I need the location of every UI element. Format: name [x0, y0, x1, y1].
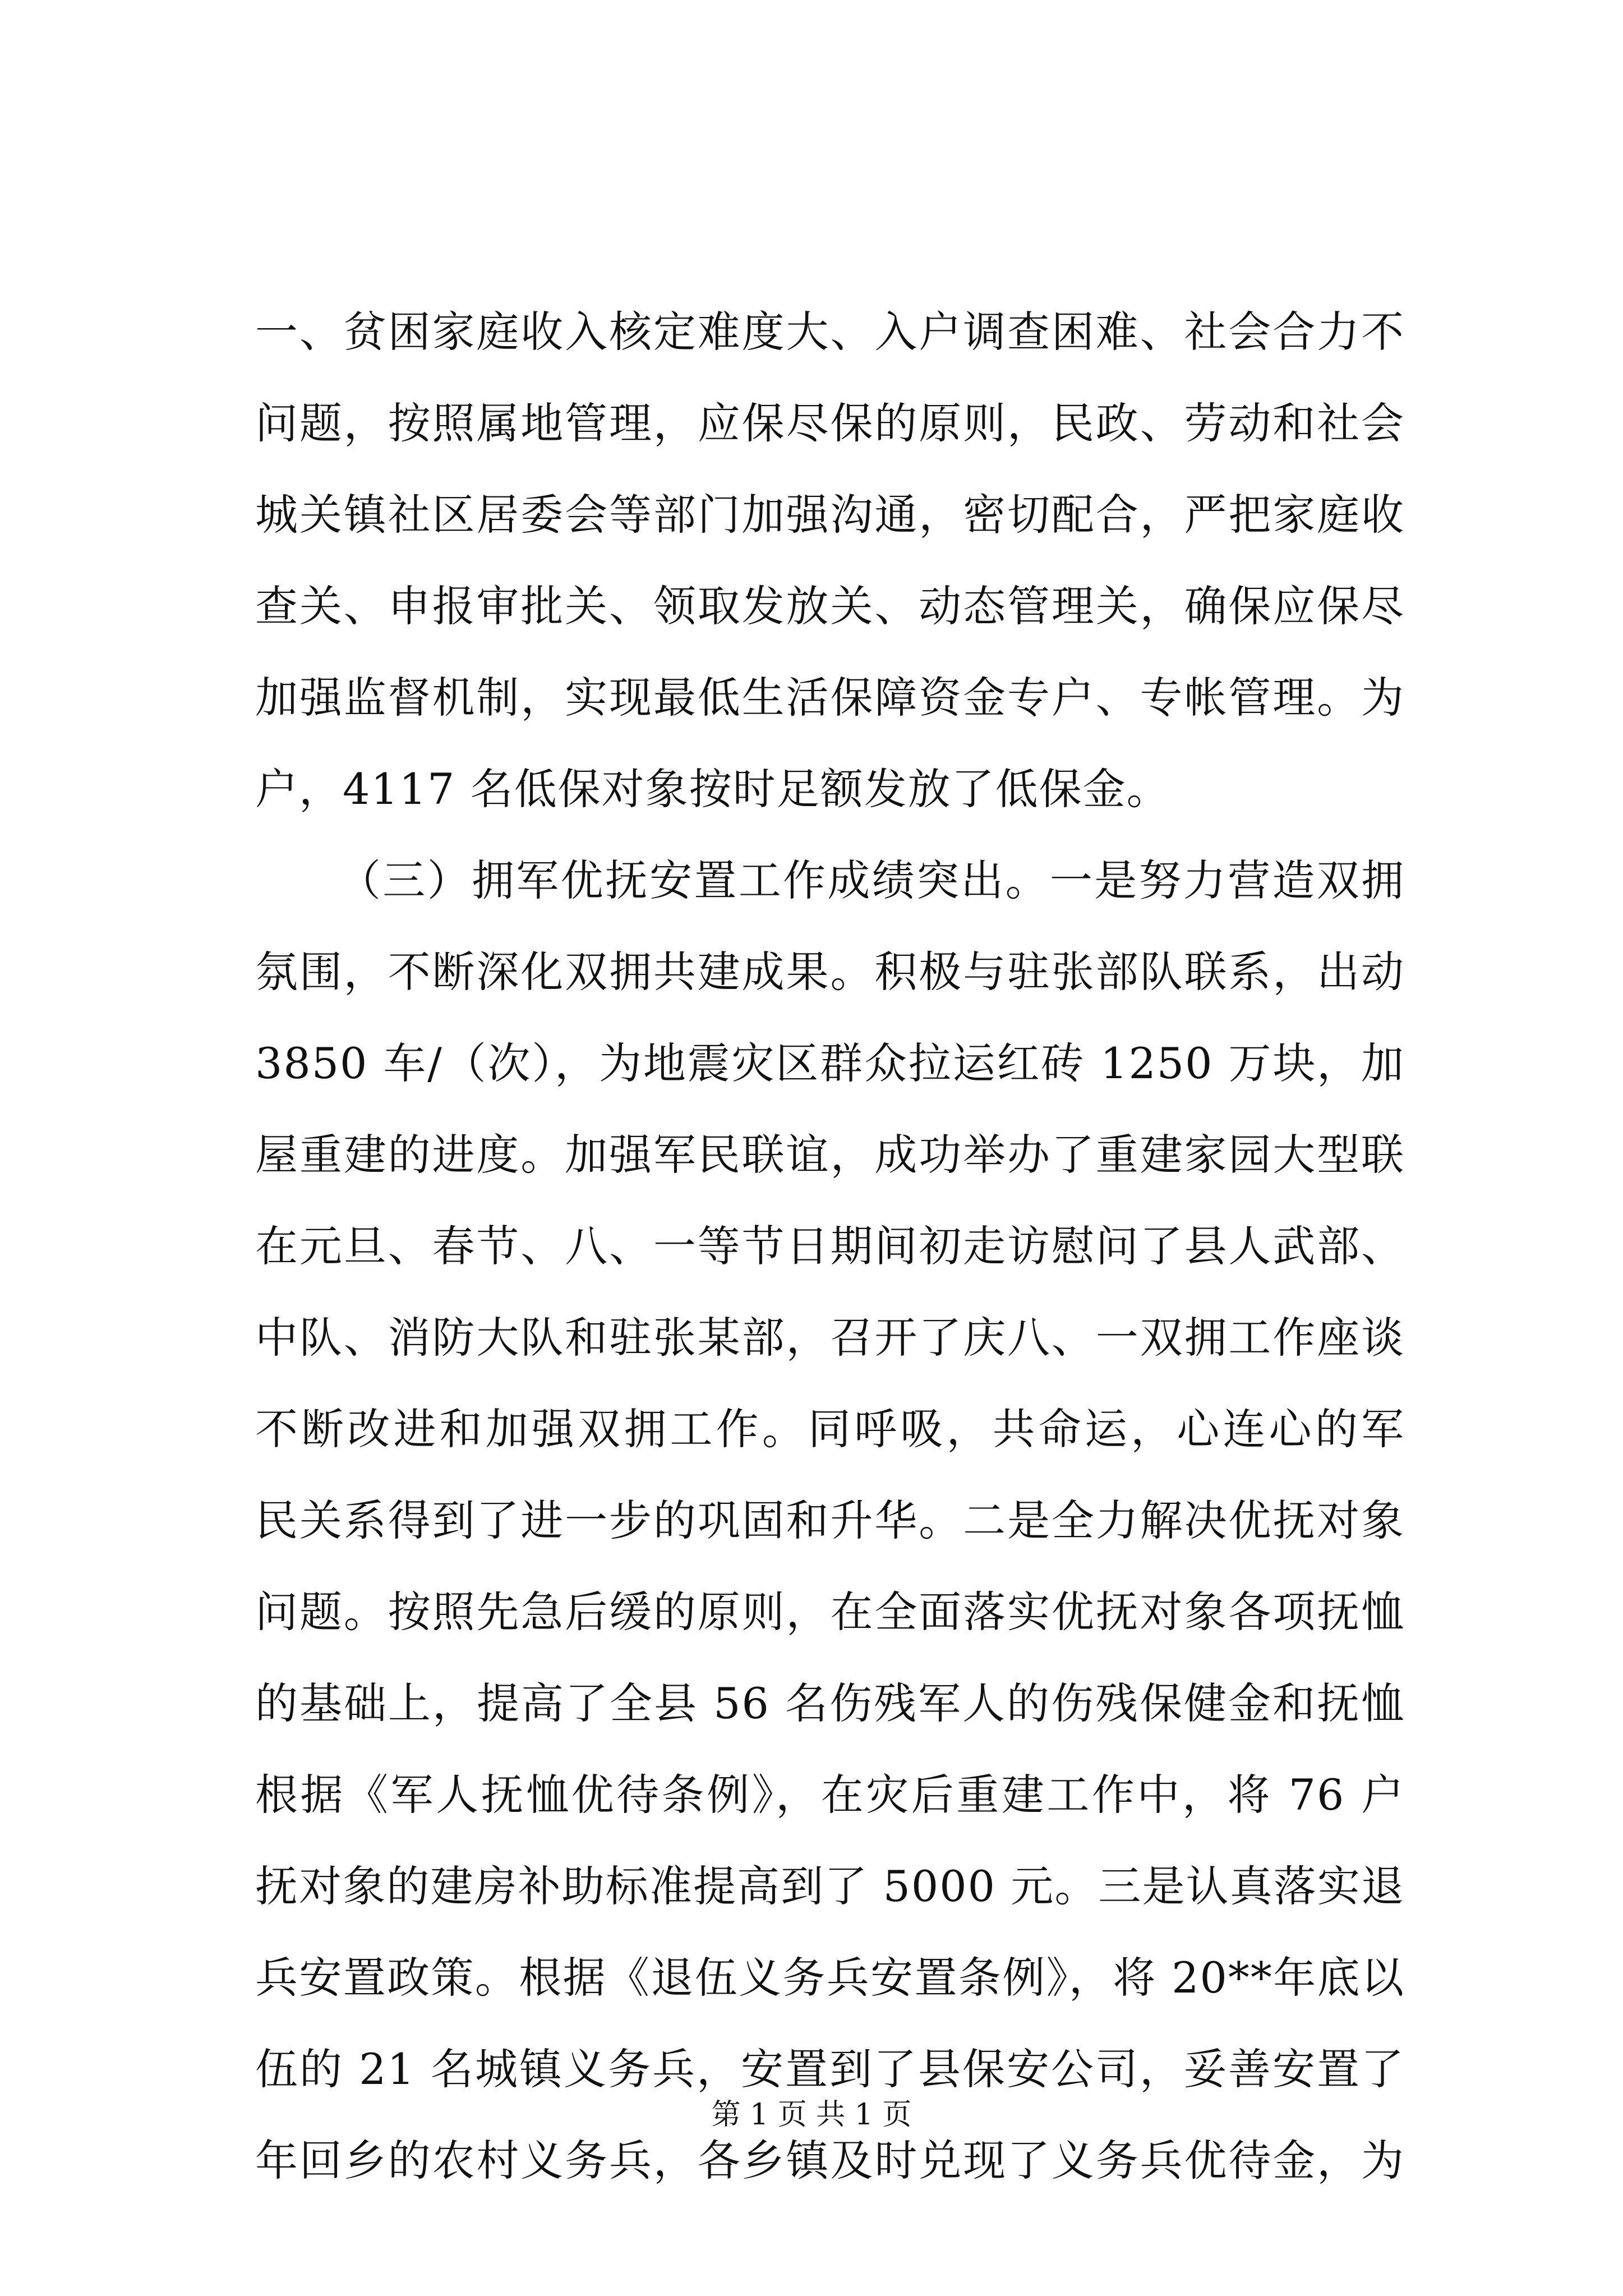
text-line-19: 兵安置政策。根据《退伍义务兵安置条例》，将 20**年底以 [255, 1953, 1405, 2003]
text-line-2: 问题，按照属地管理，应保尽保的原则，民政、劳动和社会 [255, 398, 1405, 448]
text-line-3: 城关镇社区居委会等部门加强沟通，密切配合，严把家庭收 [255, 490, 1405, 540]
text-line-16: 的基础上，提高了全县 56 名伤残军人的伤残保健金和抚恤 [255, 1678, 1405, 1728]
body-text [255, 286, 1405, 2206]
text-line-17: 根据《军人抚恤优待条例》，在灾后重建工作中，将 76 户 [255, 1770, 1405, 1820]
text-line-15: 问题。按照先急后缓的原则，在全面落实优抚对象各项抚恤 [255, 1587, 1405, 1637]
text-line-14: 民关系得到了进一步的巩固和升华。二是全力解决优抚对象 [255, 1496, 1405, 1545]
text-line-10: 屋重建的进度。加强军民联谊，成功举办了重建家园大型联 [255, 1130, 1405, 1180]
text-line-6: 户，4117 名低保对象按时足额发放了低保金。 [255, 764, 1170, 814]
text-line-9: 3850 车/（次），为地震灾区群众拉运红砖 1250 万块，加 [255, 1038, 1405, 1088]
text-line-12: 中队、消防大队和驻张某部，召开了庆八、一双拥工作座谈 [255, 1313, 1405, 1363]
text-line-20: 伍的 21 名城镇义务兵，安置到了县保安公司，妥善安置了 [255, 2044, 1405, 2094]
text-line-18: 抚对象的建房补助标准提高到了 5000 元。三是认真落实退 [255, 1861, 1405, 1911]
text-line-1: 一、贫困家庭收入核定难度大、入户调查困难、社会合力不 [255, 307, 1405, 357]
text-line-5: 加强监督机制，实现最低生活保障资金专户、专帐管理。为 [255, 673, 1405, 723]
text-line-11: 在元旦、春节、八、一等节日期间初走访慰问了县人武部、 [255, 1221, 1405, 1271]
page-footer [0, 2095, 1623, 2134]
text-line-13: 不断改进和加强双拥工作。同呼吸，共命运，心连心的军 [255, 1404, 1405, 1454]
text-line-7: （三）拥军优抚安置工作成绩突出。一是努力营造双拥 [338, 855, 1405, 905]
page-number-label: 第 1 页 共 1 页 [711, 2098, 912, 2132]
text-line-21: 年回乡的农村义务兵，各乡镇及时兑现了义务兵优待金，为 [255, 2136, 1405, 2185]
text-line-8: 氛围，不断深化双拥共建成果。积极与驻张部队联系，出动 [255, 947, 1405, 997]
text-line-4: 查关、申报审批关、领取发放关、动态管理关，确保应保尽 [255, 581, 1405, 631]
